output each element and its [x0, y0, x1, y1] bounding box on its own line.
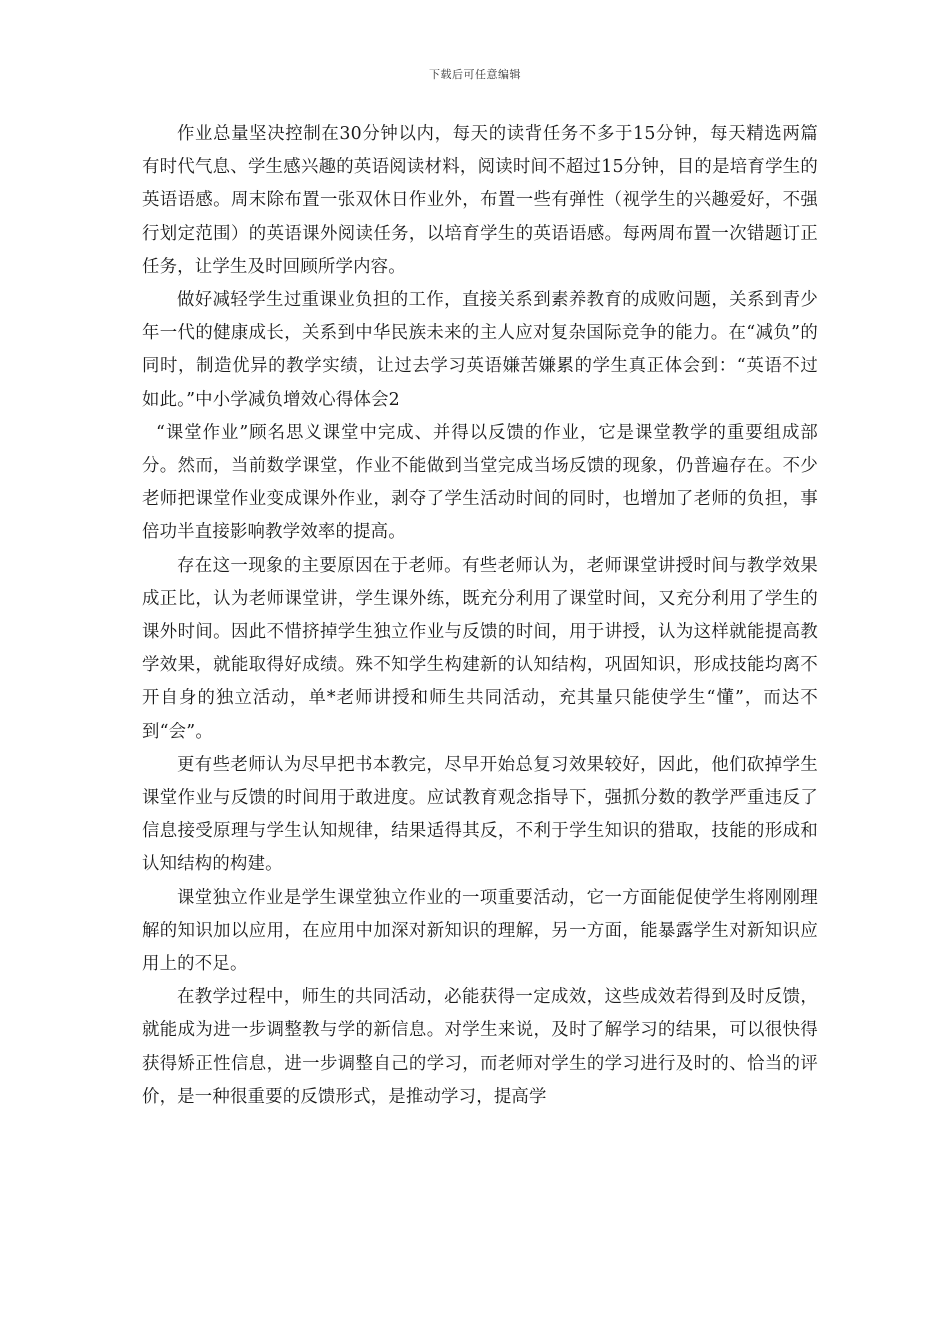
paragraph-classroom-homework: “课堂作业”顾名思义课堂中完成、并得以反馈的作业，它是课堂教学的重要组成部分。然而，当前数学课堂，作业不能做到当堂完成当场反馈的现象，仍普遍存在。不少老师把课堂作业变成课外作业，剥夺了学生活动时间的同时，也增加了老师的负担，事倍功半直接影响教学效率的提高。 — [142, 422, 818, 543]
paragraph-homework-limits: 作业总量坚决控制在30分钟以内，每天的读背任务不多于15分钟，每天精选两篇有时代气息、学生感兴趣的英语阅读材料，阅读时间不超过15分钟，目的是培育学生的英语语感。周末除布置一张双休日作业外，布置一些有弹性（视学生的兴趣爱好，不强行划定范围）的英语课外阅读任务，以培育学生的英语语感。每两周布置一次错题订正任务，让学生及时回顾所学内容。 — [142, 124, 818, 277]
page-header: 下载后可任意编辑 — [429, 68, 521, 81]
paragraph-main-cause: 存在这一现象的主要原因在于老师。有些老师认为，老师课堂讲授时间与教学效果成正比，认为老师课堂讲，学生课外练，既充分利用了课堂时间，又充分利用了学生的课外时间。因此不惜挤掉学生独立作业与反馈的时间，用于讲授，认为这样就能提高教学效果，就能取得好成绩。殊不知学生构建新的认知结构，巩固知识，形成技能均离不开自身的独立活动，单*老师讲授和师生共同活动，充其量只能使学生“懂”，而达不到“会”。 — [142, 555, 818, 742]
paragraph-independent-work: 课堂独立作业是学生课堂独立作业的一项重要活动，它一方面能促使学生将刚刚理解的知识加以应用，在应用中加深对新知识的理解，另一方面，能暴露学生对新知识应用上的不足。 — [142, 887, 818, 975]
document-body — [142, 118, 818, 1114]
paragraph-burden-reduction: 做好减轻学生过重课业负担的工作，直接关系到素养教育的成败问题，关系到青少年一代的健康成长，关系到中华民族未来的主人应对复杂国际竞争的能力。在“减负”的同时，制造优异的教学实绩，让过去学习英语嫌苦嫌累的学生真正体会到：“英语不过如此。”中小学减负增效心得体会2 — [142, 290, 818, 410]
paragraph-early-review: 更有些老师认为尽早把书本教完，尽早开始总复习效果较好，因此，他们砍掉学生课堂作业与反馈的时间用于敢进度。应试教育观念指导下，强抓分数的教学严重违反了信息接受原理与学生认知规律，结果适得其反，不利于学生知识的猎取，技能的形成和认知结构的构建。 — [142, 754, 818, 875]
paragraph-feedback: 在教学过程中，师生的共同活动，必能获得一定成效，这些成效若得到及时反馈，就能成为进一步调整教与学的新信息。对学生来说，及时了解学习的结果，可以很快得获得矫正性信息，进一步调整自己的学习，而老师对学生的学习进行及时的、恰当的评价，是一种很重要的反馈形式，是推动学习，提高学 — [142, 987, 818, 1107]
